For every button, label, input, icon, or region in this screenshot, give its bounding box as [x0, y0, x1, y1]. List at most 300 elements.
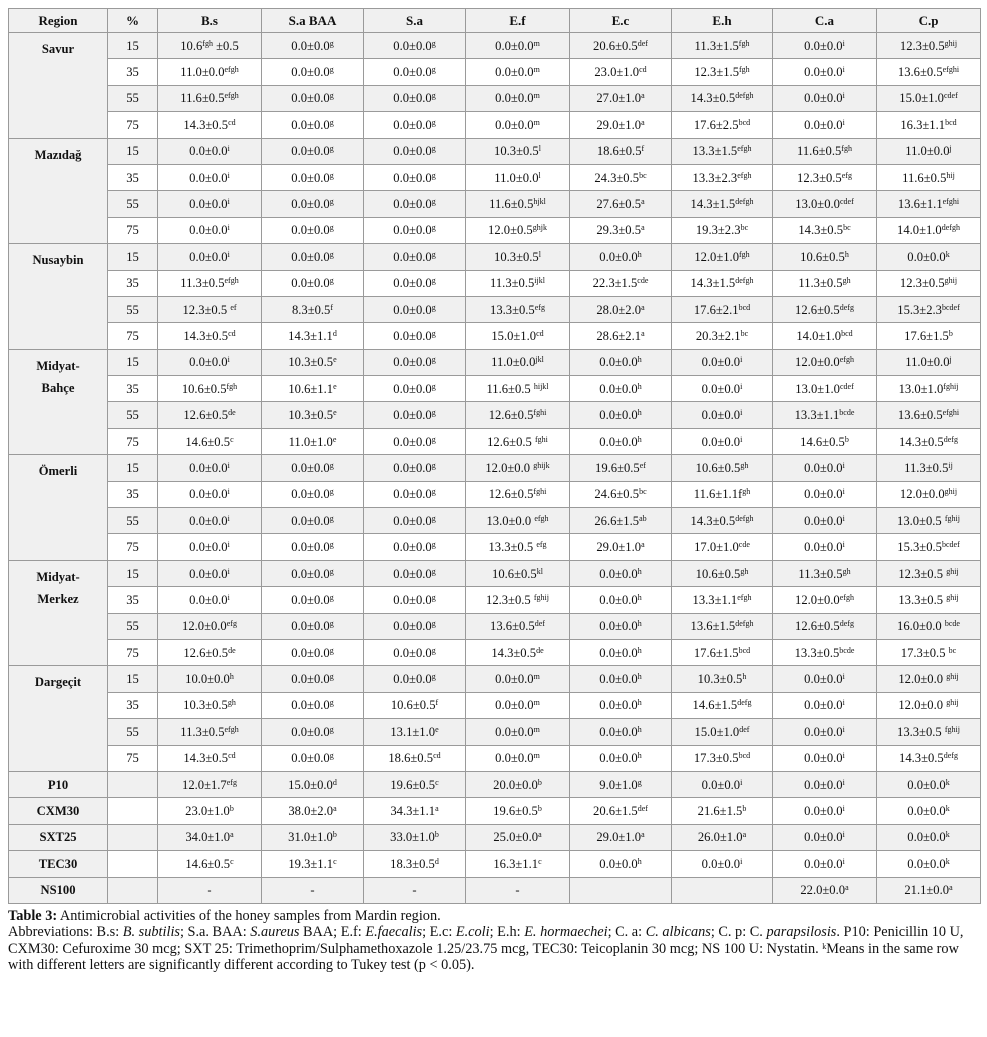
cell-value: 14.3±0.5: [183, 117, 229, 132]
table-cell: [877, 745, 981, 771]
percent-cell: 75: [108, 745, 158, 771]
cell-value: 11.3±0.5: [798, 566, 843, 581]
table-cell: [262, 771, 364, 797]
region-name: Mazıdağ: [34, 147, 82, 162]
table-cell: [466, 745, 570, 771]
significance-letters: efg: [226, 619, 237, 629]
cell-value: 28.6±2.1: [596, 328, 642, 343]
table-cell: [466, 59, 570, 85]
table-cell: [570, 112, 672, 138]
cell-value: 0.0±0.0: [189, 592, 228, 607]
significance-letters: g: [329, 513, 334, 523]
table-cell: [466, 323, 570, 349]
significance-letters: ijkl: [534, 276, 545, 286]
table-cell: [158, 798, 262, 824]
significance-letters: i: [227, 566, 230, 576]
percent-cell: 75: [108, 112, 158, 138]
cell-value: 8.3±0.5: [291, 302, 331, 317]
cell-value: 0.0±0.0: [804, 540, 843, 555]
cell-value: 12.6±0.5: [795, 302, 840, 317]
significance-letters: g: [431, 434, 436, 444]
table-cell: [570, 798, 672, 824]
table-cell: [570, 164, 672, 190]
table-row: [9, 560, 981, 586]
significance-letters: i: [842, 460, 845, 470]
significance-letters: fgh: [841, 144, 852, 154]
significance-letters: ef: [639, 460, 646, 470]
table-cell: [262, 59, 364, 85]
cell-value: 12.0±0.0: [182, 619, 227, 634]
cell-value: 16.3±1.1: [493, 856, 539, 871]
cell-value: 0.0±0.0: [393, 223, 432, 238]
table-cell: [773, 138, 877, 164]
cell-value: 19.3±1.1: [288, 856, 334, 871]
table-row: [9, 376, 981, 402]
significance-letters: g: [329, 619, 334, 629]
significance-letters: bcde: [839, 408, 855, 418]
significance-letters: a: [435, 804, 439, 814]
cell-value: 24.3±0.5: [594, 170, 640, 185]
table-cell: [364, 217, 466, 243]
table-cell: [466, 244, 570, 270]
table-cell: [364, 85, 466, 111]
region-name: Midyat-: [36, 569, 80, 584]
significance-letters: ghijk: [533, 460, 550, 470]
table-cell: [466, 587, 570, 613]
significance-letters: a: [641, 223, 645, 233]
table-row: [9, 719, 981, 745]
cell-value: 0.0±0.0: [189, 460, 228, 475]
table-cell: [364, 560, 466, 586]
table-cell: [364, 138, 466, 164]
table-cell: [158, 639, 262, 665]
cell-value: 0.0±0.0: [393, 381, 432, 396]
results-table: [8, 8, 981, 904]
significance-letters: kl: [536, 566, 543, 576]
table-cell: [570, 296, 672, 322]
cell-value: 0.0±0.0: [291, 513, 330, 528]
cell-value: 10.3±0.5: [183, 698, 228, 713]
significance-letters: e: [333, 381, 337, 391]
significance-letters: j: [949, 144, 952, 154]
table-cell: [466, 349, 570, 375]
significance-letters: h: [637, 724, 642, 734]
cell-value: 0.0±0.0: [599, 672, 638, 687]
percent-cell: 55: [108, 85, 158, 111]
significance-letters: e: [435, 724, 439, 734]
significance-letters: g: [431, 355, 436, 365]
region-cell: [9, 666, 108, 772]
table-cell: [877, 719, 981, 745]
cell-value: 0.0±0.0: [393, 355, 432, 370]
significance-letters: ghij: [946, 592, 959, 602]
cell-value: 0.0±0.0: [393, 434, 432, 449]
table-cell: [364, 455, 466, 481]
table-cell: [158, 112, 262, 138]
column-header: E.c: [570, 9, 672, 33]
table-row: [9, 534, 981, 560]
table-cell: [877, 587, 981, 613]
significance-letters: efgh: [534, 513, 549, 523]
percent-cell: 75: [108, 639, 158, 665]
significance-letters: i: [842, 751, 845, 761]
significance-letters: m: [533, 724, 540, 734]
cell-value: 0.0±0.0: [189, 513, 228, 528]
table-cell: [364, 692, 466, 718]
table-cell: [364, 481, 466, 507]
significance-letters: a: [641, 830, 645, 840]
significance-letters: defg: [943, 751, 958, 761]
cell-value: 0.0±0.0: [804, 65, 843, 80]
significance-letters: i: [842, 487, 845, 497]
significance-letters: bcd: [738, 302, 751, 312]
cell-value: 11.6±0.5: [486, 381, 534, 396]
table-cell: [262, 877, 364, 903]
table-cell: [158, 719, 262, 745]
significance-letters: gh: [842, 566, 851, 576]
table-cell: [158, 33, 262, 59]
table-cell: [672, 639, 773, 665]
cell-value: 0.0±0.0: [907, 249, 946, 264]
cell-value: 12.0±1.7: [182, 777, 227, 792]
table-cell: [262, 349, 364, 375]
cell-value: 13.3±0.5: [897, 724, 945, 739]
cell-value: 12.3±0.5: [486, 592, 534, 607]
significance-letters: h: [637, 672, 642, 682]
caption-text: ; C. a:: [607, 924, 646, 941]
table-cell: [466, 692, 570, 718]
cell-value: 12.3±0.5: [899, 38, 945, 53]
cell-value: 0.0±0.0: [291, 566, 330, 581]
table-cell: [570, 191, 672, 217]
table-cell: [672, 270, 773, 296]
cell-value: 12.0±0.0: [795, 355, 840, 370]
cell-value: 0.0±0.0: [804, 672, 843, 687]
cell-value: 0.0±0.0: [701, 856, 741, 871]
cell-value: 11.3±0.5: [180, 724, 225, 739]
cell-value: 0.0±0.0: [495, 38, 534, 53]
caption-title-text: Antimicrobial activities of the honey samples from Mardin region.: [57, 907, 441, 924]
cell-value: 38.0±2.0: [288, 804, 334, 819]
significance-letters: g: [329, 65, 334, 75]
table-cell: [672, 771, 773, 797]
table-cell: [773, 534, 877, 560]
cell-value: 19.6±0.5: [390, 777, 436, 792]
table-cell: [262, 85, 364, 111]
cell-value: 14.3±0.5: [798, 223, 844, 238]
cell-value: 0.0±0.0: [495, 751, 534, 766]
table-cell: [466, 217, 570, 243]
control-row: [9, 798, 981, 824]
table-cell: [364, 798, 466, 824]
table-cell: [570, 666, 672, 692]
significance-letters: e: [333, 355, 337, 365]
cell-value: 13.0±1.0: [898, 381, 944, 396]
table-row: [9, 138, 981, 164]
column-header: C.a: [773, 9, 877, 33]
table-cell: [773, 428, 877, 454]
significance-letters: i: [227, 460, 230, 470]
significance-letters: a: [641, 328, 645, 338]
significance-letters: i: [842, 804, 845, 814]
cell-value: 0.0±0.0: [599, 698, 638, 713]
cell-value: 29.0±1.0: [596, 540, 642, 555]
cell-value: 17.3±0.5: [693, 751, 739, 766]
table-cell: [262, 719, 364, 745]
cell-value: 14.3±0.5: [899, 434, 944, 449]
cell-value: 0.0±0.0: [393, 38, 432, 53]
table-cell: [158, 613, 262, 639]
significance-letters: m: [533, 91, 540, 101]
table-cell: [672, 33, 773, 59]
significance-letters: h: [637, 698, 642, 708]
caption-text: BAA; E.f:: [299, 924, 366, 941]
cell-value: 0.0±0.0: [393, 144, 432, 159]
cell-value: 0.0±0.0: [393, 460, 432, 475]
significance-letters: g: [431, 592, 436, 602]
table-cell: [364, 639, 466, 665]
cell-value: 11.6±0.5: [902, 170, 947, 185]
significance-letters: i: [740, 856, 743, 866]
cell-value: 0.0±0.0: [907, 830, 946, 845]
significance-letters: cdef: [943, 91, 958, 101]
table-cell: [773, 112, 877, 138]
percent-cell: 15: [108, 244, 158, 270]
header-row: [9, 9, 981, 33]
cell-value: 15.0±0.0: [288, 777, 333, 792]
significance-letters: h: [637, 592, 642, 602]
cell-value: 13.3±1.1: [692, 592, 738, 607]
significance-letters: a: [641, 117, 645, 127]
cell-value: 16.0±0.0: [897, 619, 945, 634]
cell-value: 0.0±0.0: [393, 276, 432, 291]
cell-value: 18.6±0.5: [596, 144, 642, 159]
cell-value: 25.0±0.0: [493, 830, 539, 845]
significance-letters: k: [945, 249, 950, 259]
significance-letters: fghij: [944, 513, 960, 523]
cell-value: 10.6±0.5: [695, 460, 741, 475]
table-cell: [158, 217, 262, 243]
cell-value: 0.0±0.0: [291, 645, 330, 660]
cell-value: 0.0±0.0: [291, 751, 330, 766]
table-cell: [672, 191, 773, 217]
cell-value: 0.0±0.0: [393, 619, 432, 634]
cell-value: 13.0±0.5: [897, 513, 945, 528]
cell-value: 0.0±0.0: [291, 249, 330, 264]
significance-letters: b: [434, 830, 439, 840]
cell-value: 0.0±0.0: [495, 117, 534, 132]
cell-value: 13.3±0.5: [490, 302, 535, 317]
table-cell: [773, 296, 877, 322]
table-cell: [877, 798, 981, 824]
significance-letters: g: [329, 117, 334, 127]
table-cell: [466, 270, 570, 296]
table-row: [9, 455, 981, 481]
table-cell: [570, 323, 672, 349]
significance-letters: g: [329, 38, 334, 48]
significance-letters: f: [641, 144, 645, 154]
significance-letters: g: [329, 460, 334, 470]
table-cell: [877, 217, 981, 243]
cell-value: 34.0±1.0: [185, 830, 231, 845]
significance-letters: jkl: [535, 355, 544, 365]
significance-letters: def: [637, 38, 648, 48]
table-cell: [466, 33, 570, 59]
cell-value: 0.0±0.0: [189, 249, 228, 264]
significance-letters: c: [333, 856, 337, 866]
table-cell: [364, 771, 466, 797]
cell-value: 0.0±0.0: [393, 566, 432, 581]
cell-value: 0.0±0.0: [907, 777, 946, 792]
significance-letters: fghij: [943, 381, 959, 391]
significance-letters: efgh: [839, 592, 854, 602]
cell-value: 0.0±0.0: [495, 698, 534, 713]
cell-value: 11.3±0.5: [904, 460, 949, 475]
percent-cell: [108, 798, 158, 824]
significance-letters: g: [329, 276, 334, 286]
significance-letters: k: [945, 830, 950, 840]
significance-letters: ab: [639, 513, 647, 523]
cell-value: 0.0±0.0: [701, 381, 741, 396]
table-cell: [570, 244, 672, 270]
table-cell: [877, 771, 981, 797]
significance-letters: c: [435, 777, 439, 787]
significance-letters: de: [536, 645, 544, 655]
cell-value: 0.0±0.0: [291, 540, 330, 555]
control-row: [9, 824, 981, 850]
table-cell: [773, 164, 877, 190]
cell-value: 12.0±0.0: [795, 592, 840, 607]
cell-value: 13.6±0.5: [897, 408, 943, 423]
region-cell: [9, 33, 108, 139]
region-name: Dargeçit: [34, 675, 82, 690]
significance-letters: cd: [228, 328, 236, 338]
significance-letters: bc: [740, 328, 749, 338]
cell-value: 10.3±0.5: [697, 672, 743, 687]
significance-letters: h: [637, 856, 642, 866]
significance-letters: hjkl: [533, 197, 546, 207]
significance-letters: i: [227, 355, 230, 365]
control-row: [9, 877, 981, 903]
significance-letters: h: [844, 249, 849, 259]
cell-value: 12.6±0.5: [488, 487, 534, 502]
table-cell: [877, 613, 981, 639]
percent-cell: 35: [108, 270, 158, 296]
significance-letters: e: [332, 434, 337, 444]
table-cell: [570, 428, 672, 454]
cell-value: 13.1±1.0: [390, 724, 436, 739]
table-row: [9, 587, 981, 613]
table-cell: [773, 851, 877, 877]
column-header: E.h: [672, 9, 773, 33]
significance-letters: def: [534, 619, 545, 629]
table-caption: [8, 908, 980, 974]
table-cell: [773, 376, 877, 402]
caption-abbreviations: [8, 924, 980, 974]
cell-value: 0.0±0.0: [393, 513, 432, 528]
caption-text: ; E.h:: [489, 924, 525, 941]
significance-letters: b: [742, 804, 747, 814]
significance-letters: ghij: [944, 38, 958, 48]
table-cell: [158, 323, 262, 349]
table-cell: [570, 719, 672, 745]
table-cell: [466, 112, 570, 138]
caption-superscript: k: [822, 941, 827, 951]
percent-cell: 55: [108, 191, 158, 217]
significance-letters: d: [332, 328, 337, 338]
significance-letters: g: [431, 381, 436, 391]
table-row: [9, 666, 981, 692]
significance-letters: cd: [536, 328, 544, 338]
cell-value: 20.0±0.0: [493, 777, 538, 792]
table-cell: [773, 481, 877, 507]
region-cell: [9, 455, 108, 561]
table-cell: [672, 164, 773, 190]
significance-letters: h: [637, 566, 642, 576]
significance-letters: bcd: [738, 117, 751, 127]
percent-cell: 15: [108, 455, 158, 481]
table-cell: [877, 508, 981, 534]
cell-value: 0.0±0.0: [599, 381, 638, 396]
table-cell: [877, 402, 981, 428]
significance-letters: i: [842, 91, 845, 101]
caption-italic: parapsilosis: [766, 924, 837, 941]
cell-value: 22.0±0.0: [800, 883, 846, 898]
cell-value: 0.0±0.0: [804, 777, 843, 792]
significance-letters: i: [740, 381, 743, 391]
significance-letters: g: [329, 672, 334, 682]
cell-value: 16.3±1.1: [900, 117, 946, 132]
cell-value: 29.3±0.5: [596, 223, 642, 238]
significance-letters: bcd: [738, 645, 751, 655]
significance-letters: cd: [228, 117, 236, 127]
cell-value: 0.0±0.0: [291, 117, 330, 132]
table-cell: [773, 798, 877, 824]
caption-title-label: Table 3:: [8, 907, 58, 924]
cell-value: 15.3±2.3: [897, 302, 942, 317]
table-cell: [570, 534, 672, 560]
table-cell: [877, 428, 981, 454]
table-cell: [773, 323, 877, 349]
cell-value: 12.6±0.5: [183, 408, 229, 423]
table-row: [9, 349, 981, 375]
significance-letters: g: [329, 566, 334, 576]
significance-letters: i: [842, 777, 845, 787]
cell-value: 19.3±2.3: [695, 223, 741, 238]
significance-letters: g: [431, 170, 436, 180]
cell-value: 0.0±0.0: [804, 91, 843, 106]
cell-value: 12.6±0.5: [487, 434, 535, 449]
significance-letters: defgh: [735, 276, 754, 286]
cell-value: 18.3±0.5: [390, 856, 435, 871]
table-cell: [672, 745, 773, 771]
control-label: SXT25: [9, 824, 108, 850]
significance-letters: g: [431, 38, 436, 48]
cell-value: 0.0±0.0: [907, 804, 946, 819]
cell-value: -: [412, 883, 417, 898]
cell-value: 11.6±0.5: [180, 91, 225, 106]
significance-letters: fghij: [944, 724, 960, 734]
cell-value: 14.3±0.5: [690, 513, 736, 528]
significance-letters: efg: [536, 540, 547, 550]
cell-value: 12.0±0.0: [485, 460, 534, 475]
cell-value: 10.6±0.5: [181, 381, 227, 396]
significance-letters: fghi: [533, 487, 547, 497]
table-cell: [570, 824, 672, 850]
cell-value: 13.3±1.1: [794, 408, 840, 423]
cell-value: 0.0±0.0: [291, 38, 330, 53]
cell-value: -: [515, 883, 520, 898]
